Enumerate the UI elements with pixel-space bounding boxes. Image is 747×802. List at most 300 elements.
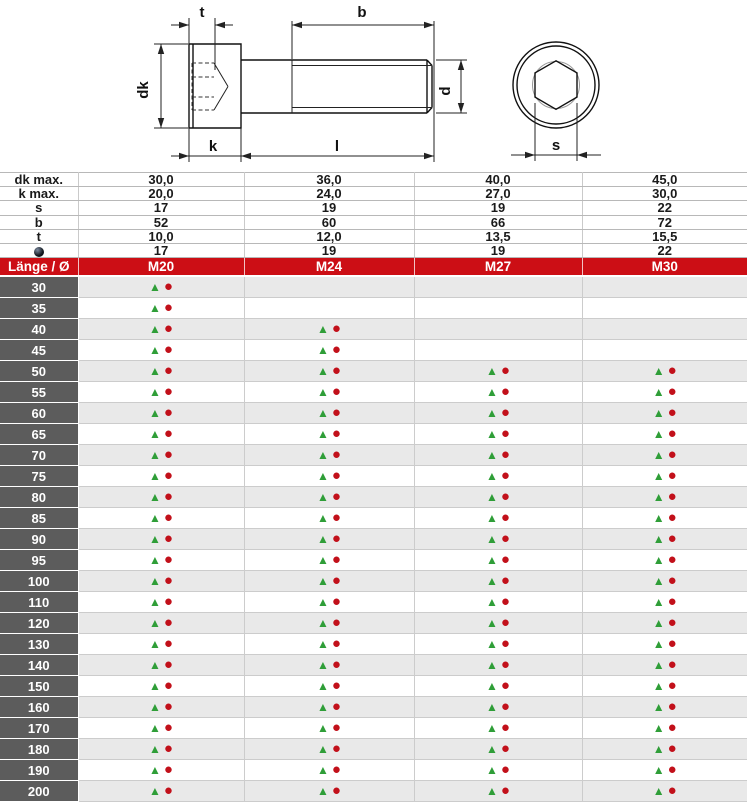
available-circle-icon: ● [331,719,341,737]
matrix-row [0,592,747,613]
available-circle-icon: ● [667,383,677,401]
availability-cell [414,298,582,319]
available-triangle-icon: ▲ [652,385,665,400]
spec-value-cell: 40,0 [414,173,582,187]
availability-cell [78,676,244,697]
availability-cell [244,424,414,445]
availability-cell [414,382,582,403]
available-circle-icon: ● [500,383,510,401]
available-triangle-icon: ▲ [317,364,329,379]
available-triangle-icon: ▲ [486,469,498,484]
availability-cell [78,319,244,340]
available-triangle-icon: ▲ [486,637,498,652]
available-triangle-icon: ▲ [486,679,498,694]
spec-value-cell: 72 [582,215,747,229]
spec-label-cell: s [0,201,78,215]
available-triangle-icon: ▲ [149,784,161,799]
availability-cell [244,361,414,382]
available-triangle-icon: ▲ [317,721,329,736]
availability-cell [244,697,414,718]
availability-cell [78,361,244,382]
matrix-row [0,319,747,340]
availability-cell [414,676,582,697]
available-triangle-icon: ▲ [486,721,498,736]
available-triangle-icon: ▲ [317,553,329,568]
spec-table [0,172,747,258]
available-circle-icon: ● [163,299,173,317]
spec-value-cell: 30,0 [78,173,244,187]
available-circle-icon: ● [667,488,677,506]
available-triangle-icon: ▲ [317,616,329,631]
spec-value-cell: 12,0 [244,229,414,243]
hex-socket-hidden-lines [192,63,228,110]
available-triangle-icon: ▲ [486,427,498,442]
available-circle-icon: ● [331,383,341,401]
diameter-column-header: M30 [582,258,747,276]
available-circle-icon: ● [163,278,173,296]
available-triangle-icon: ▲ [486,532,498,547]
dim-label-b: b [357,4,367,21]
availability-cell [78,529,244,550]
length-label: 60 [0,403,78,424]
availability-cell [582,424,747,445]
availability-cell [414,508,582,529]
availability-cell [582,382,747,403]
available-triangle-icon: ▲ [149,742,161,757]
available-circle-icon: ● [163,362,173,380]
matrix-row [0,739,747,760]
availability-cell [582,592,747,613]
availability-cell [244,592,414,613]
available-circle-icon: ● [331,530,341,548]
available-circle-icon: ● [331,635,341,653]
available-circle-icon: ● [331,425,341,443]
dimension-b [292,4,434,162]
diameter-column-header: M27 [414,258,582,276]
available-circle-icon: ● [500,719,510,737]
drawing-area [0,0,747,172]
available-circle-icon: ● [500,677,510,695]
available-triangle-icon: ▲ [149,280,161,295]
spec-value-cell: 19 [244,243,414,257]
availability-cell [582,340,747,361]
length-label: 160 [0,697,78,718]
matrix-row [0,550,747,571]
available-triangle-icon: ▲ [486,490,498,505]
available-triangle-icon: ▲ [486,553,498,568]
available-triangle-icon: ▲ [486,595,498,610]
availability-cell [78,718,244,739]
dimension-k-l [171,128,434,162]
availability-cell [582,361,747,382]
available-circle-icon: ● [500,572,510,590]
availability-cell [582,697,747,718]
available-circle-icon: ● [163,383,173,401]
spec-value-cell: 13,5 [414,229,582,243]
available-circle-icon: ● [163,341,173,359]
matrix-row [0,445,747,466]
available-triangle-icon: ▲ [652,532,665,547]
availability-cell [582,676,747,697]
length-label: 40 [0,319,78,340]
available-triangle-icon: ▲ [149,763,161,778]
availability-cell [582,655,747,676]
spec-row [0,215,747,229]
spec-label-cell [0,243,78,257]
availability-cell [244,739,414,760]
available-triangle-icon: ▲ [317,322,329,337]
length-label: 100 [0,571,78,592]
spec-value-cell: 45,0 [582,173,747,187]
dimension-d [436,60,467,113]
available-triangle-icon: ▲ [652,784,665,799]
availability-cell [244,550,414,571]
matrix-row [0,276,747,298]
available-circle-icon: ● [500,488,510,506]
available-triangle-icon: ▲ [149,490,161,505]
available-triangle-icon: ▲ [652,700,665,715]
availability-cell [582,487,747,508]
available-circle-icon: ● [667,635,677,653]
length-label: 50 [0,361,78,382]
availability-cell [78,382,244,403]
availability-cell [582,403,747,424]
available-triangle-icon: ▲ [317,511,329,526]
length-label: 180 [0,739,78,760]
available-circle-icon: ● [163,320,173,338]
spec-value-cell: 19 [414,243,582,257]
availability-cell [582,634,747,655]
length-diameter-header: Länge / Ø [0,258,78,276]
length-label: 75 [0,466,78,487]
available-circle-icon: ● [667,362,677,380]
availability-cell [78,298,244,319]
available-circle-icon: ● [331,572,341,590]
available-circle-icon: ● [500,635,510,653]
dim-label-l: l [334,138,340,155]
spec-value-cell: 15,5 [582,229,747,243]
available-circle-icon: ● [163,404,173,422]
available-triangle-icon: ▲ [149,574,161,589]
available-circle-icon: ● [500,782,510,800]
dim-label-k: k [208,138,218,155]
availability-cell [582,739,747,760]
available-triangle-icon: ▲ [486,385,498,400]
available-circle-icon: ● [163,530,173,548]
available-triangle-icon: ▲ [149,553,161,568]
available-circle-icon: ● [500,614,510,632]
available-circle-icon: ● [667,698,677,716]
available-triangle-icon: ▲ [149,322,161,337]
availability-cell [78,466,244,487]
availability-cell [414,466,582,487]
spec-table-body [0,173,747,258]
available-circle-icon: ● [163,488,173,506]
availability-cell [582,508,747,529]
available-triangle-icon: ▲ [149,658,161,673]
matrix-row [0,655,747,676]
available-circle-icon: ● [331,551,341,569]
matrix-row [0,382,747,403]
spec-row [0,173,747,187]
available-triangle-icon: ▲ [149,469,161,484]
spec-value-cell: 60 [244,215,414,229]
spec-value-cell: 30,0 [582,187,747,201]
availability-cell [582,550,747,571]
availability-cell [414,613,582,634]
length-label: 45 [0,340,78,361]
available-circle-icon: ● [500,551,510,569]
spec-row [0,201,747,215]
matrix-row [0,529,747,550]
available-triangle-icon: ▲ [149,448,161,463]
available-circle-icon: ● [163,740,173,758]
availability-cell [78,655,244,676]
available-triangle-icon: ▲ [486,574,498,589]
availability-cell [414,760,582,781]
matrix-row [0,424,747,445]
availability-cell [582,571,747,592]
available-circle-icon: ● [667,719,677,737]
available-circle-icon: ● [163,467,173,485]
dim-label-t: t [199,4,205,21]
available-circle-icon: ● [163,698,173,716]
length-label: 95 [0,550,78,571]
matrix-row [0,508,747,529]
spec-value-cell: 36,0 [244,173,414,187]
availability-cell [78,424,244,445]
spec-value-cell: 19 [414,201,582,215]
availability-cell [78,276,244,298]
length-label: 35 [0,298,78,319]
available-circle-icon: ● [500,467,510,485]
available-triangle-icon: ▲ [317,658,329,673]
availability-cell [582,781,747,802]
available-triangle-icon: ▲ [149,343,161,358]
availability-cell [244,508,414,529]
dimension-s [511,103,601,161]
length-label: 90 [0,529,78,550]
available-triangle-icon: ▲ [317,532,329,547]
length-label: 140 [0,655,78,676]
matrix-header-row [0,258,747,276]
matrix-row [0,718,747,739]
availability-cell [78,508,244,529]
availability-cell [78,697,244,718]
availability-cell [582,613,747,634]
dim-label-s: s [551,137,561,154]
matrix-row [0,760,747,781]
availability-cell [244,634,414,655]
available-circle-icon: ● [331,341,341,359]
available-triangle-icon: ▲ [149,427,161,442]
available-triangle-icon: ▲ [486,616,498,631]
availability-cell [78,613,244,634]
available-circle-icon: ● [500,656,510,674]
length-label: 110 [0,592,78,613]
available-circle-icon: ● [163,635,173,653]
available-triangle-icon: ▲ [486,784,498,799]
available-triangle-icon: ▲ [652,406,665,421]
availability-cell [244,529,414,550]
available-triangle-icon: ▲ [149,595,161,610]
availability-cell [78,760,244,781]
available-circle-icon: ● [500,446,510,464]
availability-cell [414,655,582,676]
available-triangle-icon: ▲ [149,364,161,379]
availability-cell [78,634,244,655]
availability-cell [244,487,414,508]
length-label: 65 [0,424,78,445]
matrix-row [0,781,747,802]
available-circle-icon: ● [500,425,510,443]
diameter-column-header: M24 [244,258,414,276]
availability-cell [582,298,747,319]
length-label: 70 [0,445,78,466]
available-circle-icon: ● [667,404,677,422]
available-circle-icon: ● [163,782,173,800]
spec-label-cell: t [0,229,78,243]
available-circle-icon: ● [667,656,677,674]
available-circle-icon: ● [331,488,341,506]
available-circle-icon: ● [163,614,173,632]
available-circle-icon: ● [667,614,677,632]
available-circle-icon: ● [500,404,510,422]
available-triangle-icon: ▲ [652,427,665,442]
available-circle-icon: ● [163,593,173,611]
available-circle-icon: ● [667,446,677,464]
availability-cell [414,592,582,613]
matrix-row [0,571,747,592]
diameter-column-header: M20 [78,258,244,276]
hex-socket-outline [535,61,577,110]
end-view [511,42,601,161]
available-triangle-icon: ▲ [149,532,161,547]
availability-cell [414,361,582,382]
availability-cell [414,550,582,571]
available-circle-icon: ● [163,677,173,695]
availability-cell [78,403,244,424]
availability-cell [414,276,582,298]
available-triangle-icon: ▲ [652,679,665,694]
available-circle-icon: ● [331,446,341,464]
matrix-row [0,340,747,361]
available-triangle-icon: ▲ [317,406,329,421]
availability-cell [244,466,414,487]
available-triangle-icon: ▲ [317,637,329,652]
matrix-row [0,697,747,718]
spec-label-cell: k max. [0,187,78,201]
spec-value-cell: 20,0 [78,187,244,201]
available-triangle-icon: ▲ [652,553,665,568]
spec-value-cell: 10,0 [78,229,244,243]
length-label: 150 [0,676,78,697]
available-triangle-icon: ▲ [317,469,329,484]
available-triangle-icon: ▲ [317,595,329,610]
available-circle-icon: ● [500,593,510,611]
matrix-row [0,634,747,655]
available-triangle-icon: ▲ [652,469,665,484]
available-triangle-icon: ▲ [652,364,665,379]
available-circle-icon: ● [667,530,677,548]
available-triangle-icon: ▲ [317,574,329,589]
availability-cell [414,445,582,466]
availability-cell [582,718,747,739]
available-circle-icon: ● [331,698,341,716]
available-triangle-icon: ▲ [652,637,665,652]
matrix-row [0,613,747,634]
available-triangle-icon: ▲ [149,511,161,526]
available-circle-icon: ● [163,719,173,737]
spec-label-cell: b [0,215,78,229]
available-triangle-icon: ▲ [149,385,161,400]
availability-cell [78,739,244,760]
availability-cell [244,298,414,319]
availability-cell [244,340,414,361]
dim-label-d: d [437,86,454,96]
dimension-t [171,4,233,70]
available-circle-icon: ● [667,509,677,527]
available-circle-icon: ● [667,551,677,569]
dim-label-dk: dk [135,81,152,99]
available-triangle-icon: ▲ [652,574,665,589]
available-circle-icon: ● [331,467,341,485]
spec-value-cell: 27,0 [414,187,582,201]
available-triangle-icon: ▲ [149,301,161,316]
available-triangle-icon: ▲ [486,742,498,757]
available-triangle-icon: ▲ [317,490,329,505]
dimension-dk [135,44,188,128]
availability-cell [414,739,582,760]
available-triangle-icon: ▲ [317,343,329,358]
availability-cell [414,340,582,361]
spec-value-cell: 22 [582,243,747,257]
available-circle-icon: ● [163,761,173,779]
length-label: 130 [0,634,78,655]
available-triangle-icon: ▲ [652,490,665,505]
availability-cell [244,676,414,697]
available-circle-icon: ● [331,320,341,338]
available-circle-icon: ● [667,593,677,611]
technical-drawing [0,0,747,172]
availability-cell [78,592,244,613]
available-triangle-icon: ▲ [486,700,498,715]
availability-cell [78,340,244,361]
availability-cell [244,571,414,592]
availability-cell [582,276,747,298]
availability-cell [78,487,244,508]
availability-cell [244,403,414,424]
length-label: 30 [0,276,78,298]
spec-value-cell: 17 [78,243,244,257]
available-triangle-icon: ▲ [317,679,329,694]
availability-cell [414,529,582,550]
available-circle-icon: ● [163,572,173,590]
screw-shank-outline [241,60,432,113]
availability-cell [414,781,582,802]
available-circle-icon: ● [500,530,510,548]
available-circle-icon: ● [500,698,510,716]
available-circle-icon: ● [667,740,677,758]
available-circle-icon: ● [500,362,510,380]
length-label: 55 [0,382,78,403]
availability-cell [414,697,582,718]
length-label: 85 [0,508,78,529]
available-circle-icon: ● [667,467,677,485]
available-circle-icon: ● [331,509,341,527]
availability-cell [244,655,414,676]
available-circle-icon: ● [331,362,341,380]
